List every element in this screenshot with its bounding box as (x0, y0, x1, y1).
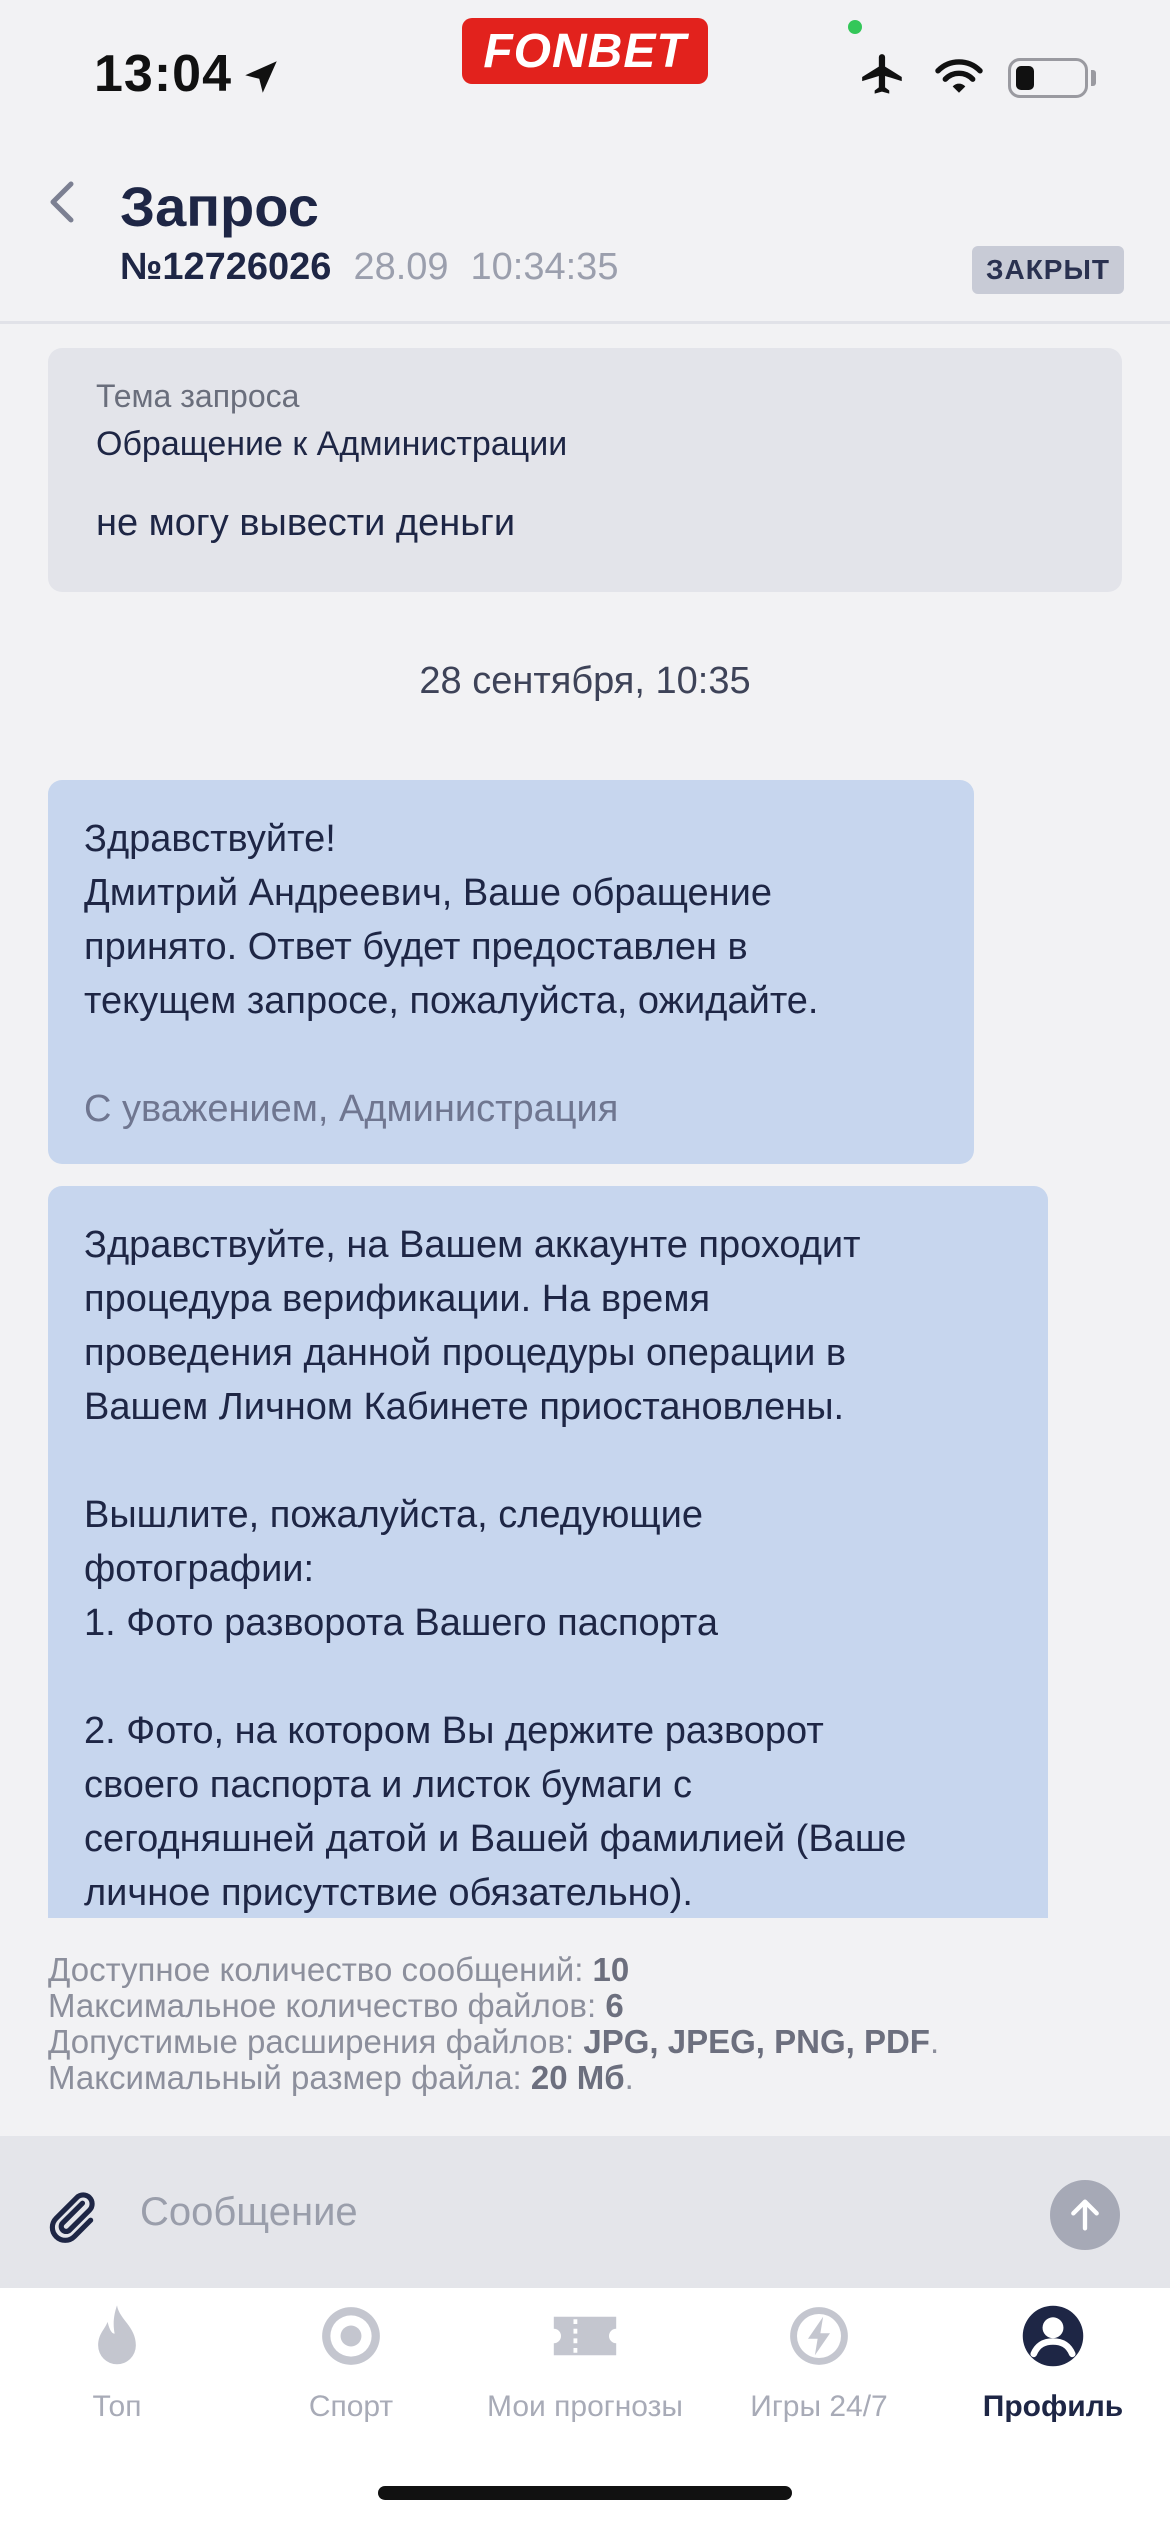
message-line: Здравствуйте, на Вашем аккаунте проходит (84, 1224, 861, 1266)
message-line (84, 1434, 1012, 1488)
chevron-left-icon (47, 180, 77, 224)
message-list[interactable] (0, 768, 1170, 1918)
wifi-icon (933, 55, 985, 97)
subject-text: не могу вывести деньги (96, 502, 516, 544)
subject-card (48, 348, 1122, 592)
limit-file-size: Максимальный размер файла: 20 Мб. (48, 2059, 634, 2096)
message-signature: С уважением, Администрация (84, 1088, 619, 1130)
message-line: процедура верификации. На время (84, 1278, 711, 1320)
message-line: своего паспорта и листок бумаги с (84, 1764, 693, 1806)
message-line: личное присутствие обязательно). (84, 1872, 693, 1914)
message-line: Здравствуйте! (84, 818, 336, 860)
message-line: сегодняшней датой и Вашей фамилией (Ваше (84, 1818, 907, 1860)
message-line: проведения данной процедуры операции в (84, 1332, 847, 1374)
attach-button[interactable] (44, 2188, 100, 2244)
status-badge: ЗАКРЫТ (972, 246, 1124, 294)
battery-level (1016, 66, 1034, 90)
status-time: 13:04 (94, 45, 232, 103)
battery-icon (1008, 58, 1088, 98)
tab-label: Игры 24/7 (750, 2390, 888, 2423)
ticket-icon (549, 2300, 621, 2372)
limit-extensions: Допустимые расширения файлов: JPG, JPEG, PNG, PDF. (48, 2023, 940, 2060)
message-line: фотографии: (84, 1548, 315, 1590)
ticket-number: №12726026 (120, 246, 332, 288)
subject-value: Обращение к Администрации (96, 425, 568, 463)
date-separator: 28 сентября, 10:35 (419, 660, 751, 702)
home-indicator[interactable] (378, 2486, 792, 2500)
limit-messages: Доступное количество сообщений: 10 (48, 1951, 630, 1988)
status-bar (0, 0, 1170, 150)
message-line: 1. Фото разворота Вашего паспорта (84, 1602, 719, 1644)
lightning-icon (783, 2300, 855, 2372)
message-input[interactable] (140, 2174, 1020, 2250)
ticket-time: 10:34:35 (470, 246, 619, 288)
arrow-up-icon (1065, 2195, 1105, 2235)
location-arrow-icon (240, 56, 282, 98)
subject-caption: Тема запроса (96, 378, 300, 414)
send-button[interactable] (1050, 2180, 1120, 2250)
page-title: Запрос (120, 175, 319, 238)
message-bubble (48, 1186, 1048, 1918)
message-line: текущем запросе, пожалуйста, ожидайте. (84, 980, 819, 1022)
message-bubble (48, 780, 974, 1164)
message-line: принято. Ответ будет предоставлен в (84, 926, 748, 968)
target-icon (315, 2300, 387, 2372)
airplane-icon (856, 52, 910, 102)
message-line: 2. Фото, на котором Вы держите разворот (84, 1710, 824, 1752)
back-button[interactable] (40, 174, 84, 230)
ticket-date: 28.09 (353, 246, 449, 288)
tab-label: Топ (92, 2390, 142, 2423)
profile-icon (1017, 2300, 1089, 2372)
battery-cap (1091, 70, 1096, 86)
paperclip-icon (44, 2188, 100, 2244)
flame-icon (81, 2300, 153, 2372)
brand-logo: FONBET (462, 18, 708, 84)
limit-files: Максимальное количество файлов: 6 (48, 1987, 624, 2024)
tab-games-24-7[interactable] (702, 2300, 936, 2430)
tab-top[interactable] (0, 2300, 234, 2430)
tab-label: Спорт (308, 2390, 394, 2423)
message-line (84, 1650, 1012, 1704)
tab-profile[interactable] (936, 2300, 1170, 2430)
limits-info (48, 1952, 939, 2096)
tab-label: Профиль (982, 2390, 1124, 2423)
privacy-indicator-dot (848, 20, 862, 34)
tab-label: Мои прогнозы (487, 2390, 683, 2423)
page-header (0, 150, 1170, 324)
message-line: Вашем Личном Кабинете приостановлены. (84, 1386, 845, 1428)
message-line: Вышлите, пожалуйста, следующие (84, 1494, 704, 1536)
message-composer (0, 2136, 1170, 2288)
tab-my-predictions[interactable] (468, 2300, 702, 2430)
message-line: Дмитрий Андреевич, Ваше обращение (84, 872, 773, 914)
tab-sport[interactable] (234, 2300, 468, 2430)
message-line (84, 1028, 938, 1082)
ticket-info (120, 246, 618, 289)
